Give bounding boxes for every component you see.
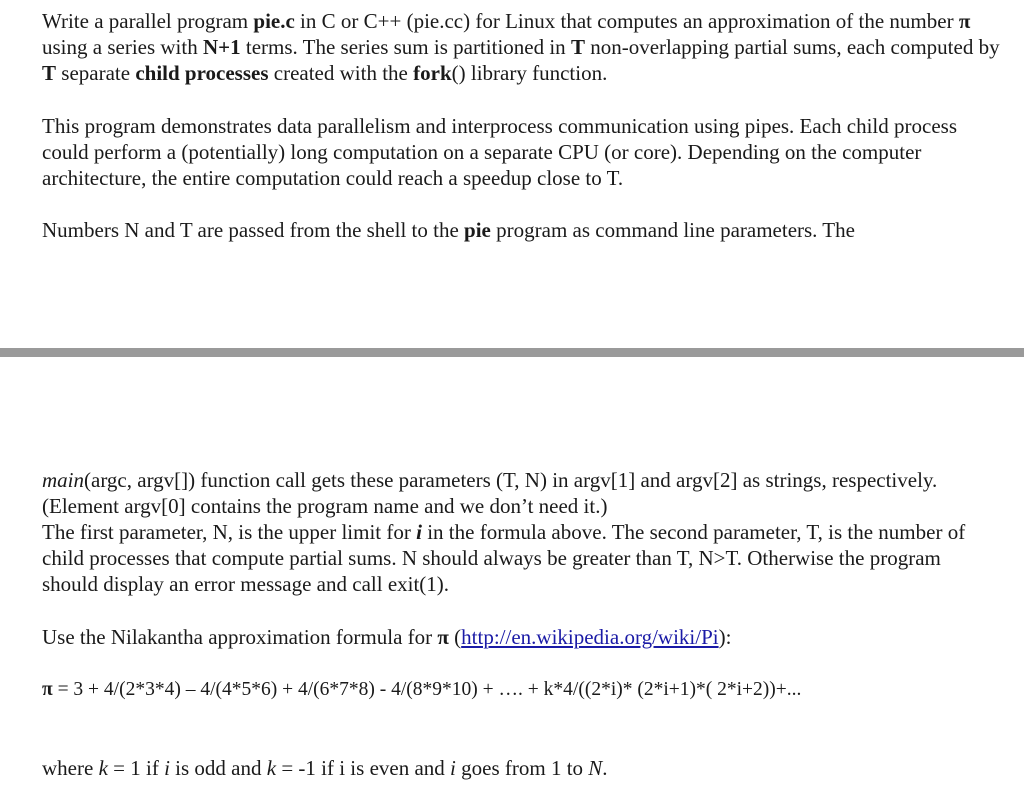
parameters-paragraph bbox=[42, 217, 1002, 243]
k-italic: k bbox=[98, 756, 108, 780]
child-processes-bold: child processes bbox=[135, 61, 269, 85]
nilakantha-formula bbox=[42, 677, 1002, 703]
pi-symbol: π bbox=[958, 9, 971, 33]
t-bold: T bbox=[42, 61, 57, 85]
text-run: created with the bbox=[268, 61, 414, 85]
formula-intro-paragraph bbox=[42, 624, 1002, 650]
text-run: where bbox=[42, 756, 99, 780]
text-run: program as command line parameters. The bbox=[490, 218, 855, 242]
text-run: in C or C++ (pie.cc) for Linux that computes an approximation of the number bbox=[294, 9, 959, 33]
text-run: non-overlapping partial sums, each computed by bbox=[584, 35, 1000, 59]
text-run: terms. The series sum is partitioned in bbox=[240, 35, 571, 59]
fork-bold: fork bbox=[413, 61, 452, 85]
text-run: Numbers N and T are passed from the shell to the bbox=[42, 218, 465, 242]
filename-bold: pie.c bbox=[253, 9, 295, 33]
text-run: separate bbox=[56, 61, 136, 85]
formula-text: = 3 + 4/(2*3*4) – 4/(4*5*6) + 4/(6*7*8) - 4/(8*9*10) + …. + k*4/((2*i)* (2*i+1)*( 2*i+2))+... bbox=[52, 679, 802, 700]
text-run: () library function. bbox=[451, 61, 608, 85]
n-italic: N bbox=[588, 756, 603, 780]
text-run: This program demonstrates data parallelism and interprocess communication using pipes. Each child process could perform a (potentially) long computation on a separate CPU (or core). Depending on the computer architecture, the entire computation could reach a speedup close to T. bbox=[42, 114, 957, 190]
text-run: Use the Nilakantha approximation formula for bbox=[42, 625, 438, 649]
page-divider bbox=[0, 348, 1024, 357]
pi-symbol: π bbox=[437, 625, 449, 649]
main-italic: main bbox=[42, 468, 84, 492]
pi-symbol: π bbox=[42, 679, 53, 700]
text-run: goes from 1 to bbox=[455, 756, 589, 780]
k-italic: k bbox=[266, 756, 277, 780]
text-run: in the formula above. The second parameter, T, is the number of child processes that compute partial sums. N should always be greater than T, N>T. Otherwise the program should display an error message and call exit(1). bbox=[42, 520, 966, 596]
text-run: ): bbox=[718, 625, 732, 649]
t-bold: T bbox=[570, 35, 585, 59]
main-function-paragraph bbox=[42, 467, 1002, 597]
i-bold-italic: i bbox=[416, 520, 422, 544]
text-run: using a series with bbox=[42, 35, 203, 59]
text-run: The first parameter, N, is the upper limit for bbox=[42, 520, 417, 544]
text-run: . bbox=[602, 756, 608, 780]
text-run: (argc, argv[]) function call gets these parameters (T, N) in argv[1] and argv[2] as strings, respectively. (Element argv[0] contains the program name and we don’t need it.) bbox=[42, 468, 938, 518]
i-italic: i bbox=[450, 756, 456, 780]
wikipedia-link[interactable]: http://en.wikipedia.org/wiki/Pi bbox=[461, 625, 719, 649]
text-run: is odd and bbox=[169, 756, 267, 780]
intro-paragraph bbox=[42, 8, 1002, 86]
sign-rule-paragraph bbox=[42, 755, 1002, 781]
program-name-bold: pie bbox=[464, 218, 491, 242]
parallelism-paragraph bbox=[42, 113, 1002, 191]
text-run: ( bbox=[448, 625, 462, 649]
n-plus-one-bold: N+1 bbox=[202, 35, 241, 59]
text-run: Write a parallel program bbox=[42, 9, 254, 33]
text-run: = -1 if i is even and bbox=[276, 756, 451, 780]
i-italic: i bbox=[164, 756, 170, 780]
text-run: = 1 if bbox=[107, 756, 165, 780]
